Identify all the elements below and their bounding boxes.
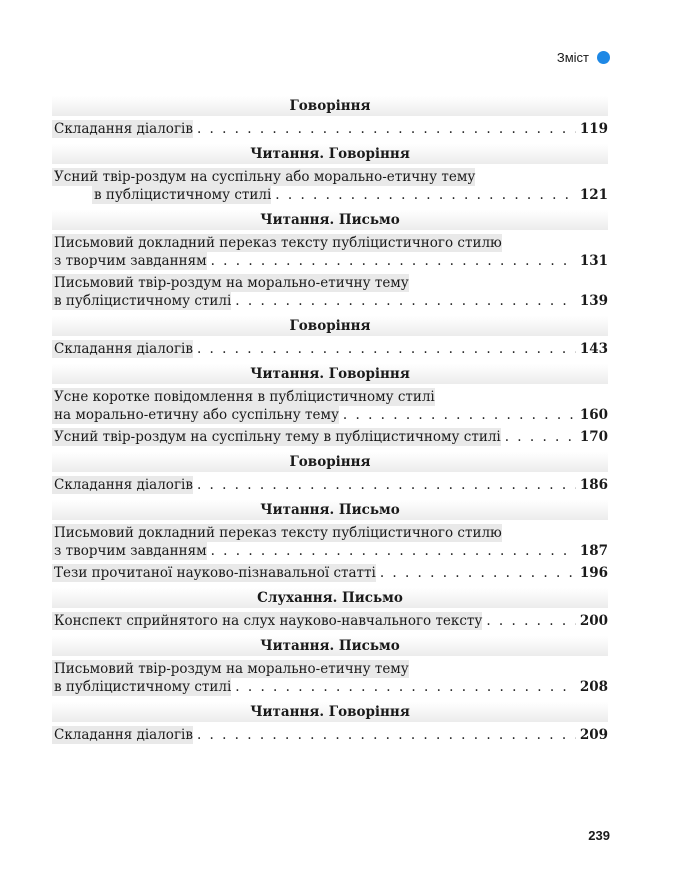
- toc-entry[interactable]: [52, 120, 608, 138]
- toc-entry-text: в публіцистичному стилі: [54, 679, 232, 695]
- toc-entry[interactable]: [52, 388, 608, 424]
- section-title: Читання. Говоріння: [52, 144, 608, 164]
- toc-entry-text: Усний твір-роздум на суспільну або морально-етичну тему: [54, 169, 476, 185]
- toc-entry-text: в публіцистичному стилі: [54, 293, 232, 309]
- dot-leader: [211, 252, 576, 270]
- toc-page-number: 170: [579, 429, 608, 445]
- toc-page-number: 143: [579, 341, 608, 357]
- toc-page-number: 209: [579, 727, 608, 743]
- toc-entry-text: Письмовий докладний переказ тексту публіцистичного стилю: [54, 525, 502, 541]
- dot-leader: [197, 120, 576, 138]
- toc-entry[interactable]: [52, 168, 608, 204]
- toc-entry[interactable]: [52, 340, 608, 358]
- dot-leader: [505, 428, 576, 446]
- toc-page-number: 186: [579, 477, 608, 493]
- table-of-contents: [52, 96, 608, 744]
- toc-entry-text: Складання діалогів: [54, 727, 193, 743]
- toc-entry[interactable]: [52, 274, 608, 310]
- toc-entry-text: Складання діалогів: [54, 341, 193, 357]
- page-number: 239: [588, 828, 610, 843]
- toc-entry[interactable]: [52, 476, 608, 494]
- dot-leader: [486, 612, 575, 630]
- dot-leader: [343, 406, 576, 424]
- toc-page-number: 208: [579, 679, 608, 695]
- toc-page-number: 200: [579, 613, 608, 629]
- toc-entry-text: на морально-етичну або суспільну тему: [54, 407, 339, 423]
- toc-entry-text: Конспект сприйнятого на слух науково-навчального тексту: [54, 613, 483, 629]
- toc-entry[interactable]: [52, 660, 608, 696]
- toc-entry[interactable]: [52, 234, 608, 270]
- toc-entry[interactable]: [52, 524, 608, 560]
- toc-entry-text: Письмовий твір-роздум на морально-етичну тему: [54, 275, 409, 291]
- toc-entry-text: з творчим завданням: [54, 253, 207, 269]
- dot-leader: [197, 476, 576, 494]
- toc-page-number: 160: [579, 407, 608, 423]
- section-title: Читання. Письмо: [52, 210, 608, 230]
- toc-entry-text: Складання діалогів: [54, 121, 193, 137]
- toc-entry[interactable]: [52, 428, 608, 446]
- toc-entry-text: з творчим завданням: [54, 543, 207, 559]
- toc-entry-text: Складання діалогів: [54, 477, 193, 493]
- toc-entry-text: Усний твір-роздум на суспільну тему в публіцистичному стилі: [54, 429, 501, 445]
- toc-page-number: 121: [579, 187, 608, 203]
- dot-leader: [235, 678, 576, 696]
- toc-page-number: 131: [579, 253, 608, 269]
- dot-leader: [197, 726, 576, 744]
- toc-page-number: 187: [579, 543, 608, 559]
- toc-entry[interactable]: [52, 564, 608, 582]
- section-title: Говоріння: [52, 452, 608, 472]
- header-title: Зміст: [556, 50, 589, 65]
- section-title: Читання. Говоріння: [52, 364, 608, 384]
- toc-page-number: 139: [579, 293, 608, 309]
- dot-leader: [380, 564, 576, 582]
- toc-entry-text: в публіцистичному стилі: [94, 187, 272, 203]
- dot-leader: [197, 340, 576, 358]
- section-marker-icon: [597, 51, 610, 64]
- toc-entry-text: Усне коротке повідомлення в публіцистичному стилі: [54, 389, 435, 405]
- page-header: [557, 50, 610, 65]
- dot-leader: [211, 542, 576, 560]
- section-title: Читання. Говоріння: [52, 702, 608, 722]
- toc-entry-text: Тези прочитаної науково-пізнавальної статті: [54, 565, 376, 581]
- toc-entry[interactable]: [52, 726, 608, 744]
- section-title: Слухання. Письмо: [52, 588, 608, 608]
- toc-entry[interactable]: [52, 612, 608, 630]
- section-title: Говоріння: [52, 316, 608, 336]
- toc-page-number: 196: [579, 565, 608, 581]
- toc-entry-text: Письмовий докладний переказ тексту публіцистичного стилю: [54, 235, 502, 251]
- toc-page-number: 119: [579, 121, 608, 137]
- dot-leader: [275, 186, 576, 204]
- toc-entry-text: Письмовий твір-роздум на морально-етичну тему: [54, 661, 409, 677]
- section-title: Читання. Письмо: [52, 636, 608, 656]
- section-title: Говоріння: [52, 96, 608, 116]
- dot-leader: [235, 292, 576, 310]
- section-title: Читання. Письмо: [52, 500, 608, 520]
